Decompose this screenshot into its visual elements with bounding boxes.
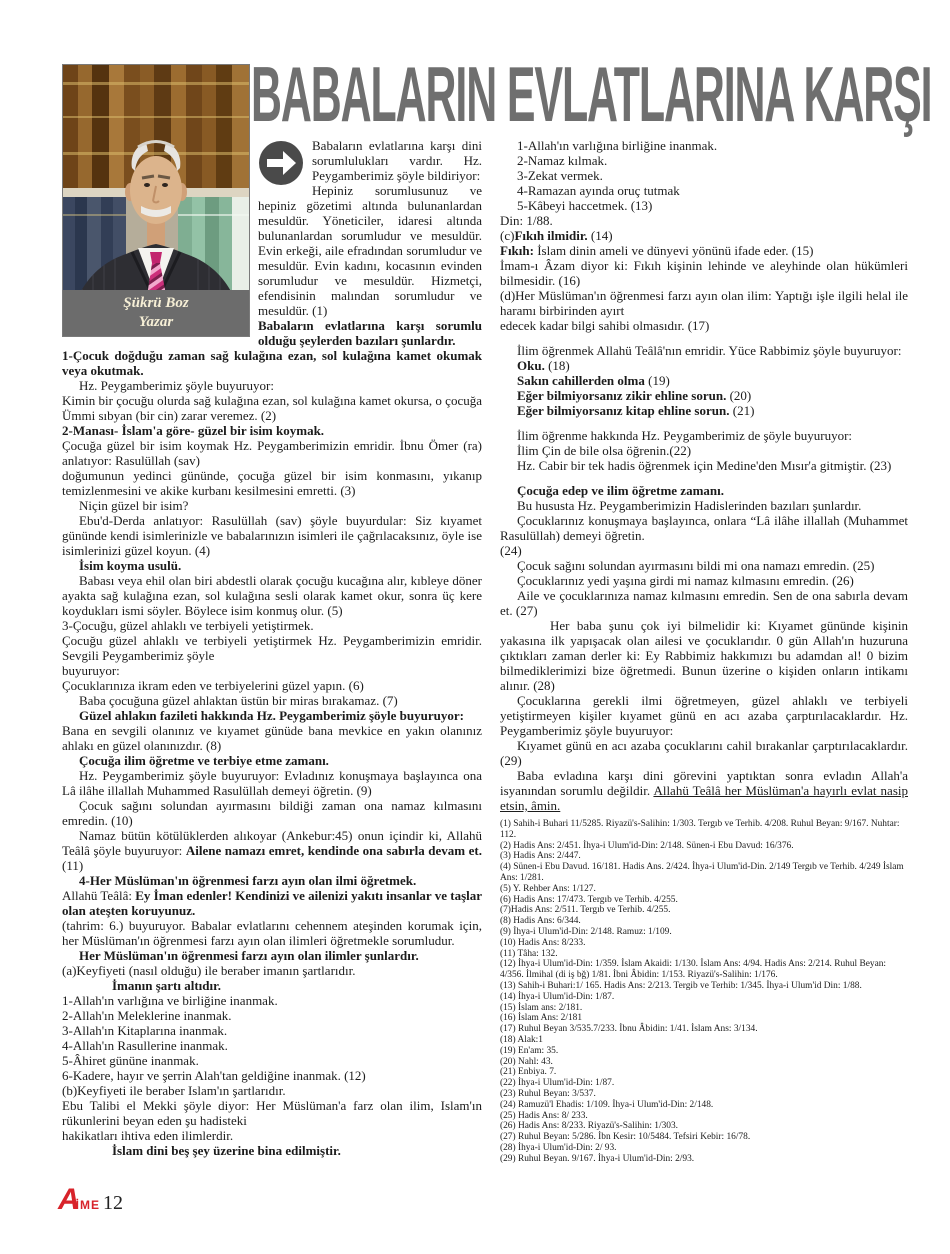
paragraph: Çocuklarına gerekli ilmi öğretmeyen, güzel ahlaklı ve terbiyeli yetiştirmeyen kişiler kıyamet günü en acı azaba çarptırılacaklardır. Hz. Peygamberimiz şöyle buyuruyor: (500, 693, 908, 738)
paragraph: 6-Kadere, hayır ve şerrin Alah'tan geldiğine inanmak. (12) (62, 1068, 366, 1083)
article-title (251, 50, 950, 138)
paragraph: (c)Fıkıh ilmidir. (14) (500, 228, 613, 243)
paragraph: Babası veya ehil olan biri abdestli olarak çocuğu kucağına alır, kıbleye döner ayakta sağ kulağına ezan, sol kulağına sesli olarak kamet okur, sonra üç kere koydukları ismi söyler. Böylece isim konmuş olur. (5) (62, 573, 482, 618)
paragraph: Bana en sevgili olanınız ve kıyamet günüde bana mevkice en yakın olanınız ahlakı en güzel olanınızdır. (8) (62, 723, 482, 753)
paragraph: 4-Allah'ın Rasullerine inanmak. (62, 1038, 228, 1053)
paragraph: İsim koyma usulü. (79, 558, 182, 573)
paragraph: 3-Allah'ın Kitaplarına inanmak. (62, 1023, 228, 1038)
paragraph: Aile ve çocuklarınıza namaz kılmasını emredin. Sen de ona sabırla devam et. (27) (500, 588, 908, 618)
paragraph: Hz. Peygamberimiz şöyle buyuruyor: Evladınız konuşmaya başlayınca ona Lâ ilâhe illallah Muhammed Rasulüllah demeyi öğretin. (9) (62, 768, 482, 798)
paragraph: Oku. (18) (517, 358, 570, 373)
footnote: (6) Hadis Ans: 17/473. Tergıb ve Terhib. 4/255. (500, 894, 678, 905)
footnote: (9) İhya-i Ulum'id-Din: 2/148. Ramuz: 1/109. (500, 926, 672, 937)
paragraph: Her baba şunu çok iyi bilmelidir ki: Kıyamet gününde kişinin yakasına ilk yapışacak olan ailesi ve çocuklarıdır. 0 gün Allah'ın huzuruna çıktıkları zaman derler ki: Ey Rabbimiz hakkımızı bu adamdan al! 0 bizim bilmediklerimizi bize öğretmedi. Bunun üzerine o kişiden onların intikamı alınır. (28) (500, 618, 908, 693)
footnote: (25) Hadis Ans: 8/ 233. (500, 1110, 588, 1121)
paragraph: 5-Âhiret gününe inanmak. (62, 1053, 199, 1068)
paragraph: 5-Kâbeyi haccetmek. (13) (517, 198, 653, 213)
right-column-paragraphs (500, 138, 908, 813)
paragraph: Baba evladına karşı dini görevini yaptıktan sonra evladın Allah'a isyanından sorumlu değildir. Allahü Teâlâ her Müslüman'a hayırlı evlat nasip etsin, âmin. (500, 768, 908, 813)
footnote: (1) Sahih-i Buhari 11/5285. Riyazü's-Salihin: 1/303. Tergıb ve Terhib. 4/208. Ruhul Beyan: 9/167. Nuhtar: 112. (500, 819, 900, 840)
paragraph: 3-Zekat vermek. (517, 168, 603, 183)
paragraph: (a)Keyfiyeti (nasıl olduğu) ile beraber imanın şartlarıdır. (62, 963, 356, 978)
paragraph: Niçin güzel bir isim? (79, 498, 189, 513)
paragraph: Namaz bütün kötülüklerden alıkoyar (Ankebur:45) onun içindir ki, Allahü Teâlâ şöyle buyuruyor: Ailene namazı emret, kendinde ona sabırla devam et. (11) (62, 828, 482, 873)
footnotes (500, 819, 908, 1165)
paragraph: Baba çocuğuna güzel ahlaktan üstün bir miras bırakamaz. (7) (79, 693, 398, 708)
footnote: (26) Hadis Ans: 8/233. Riyazü's-Salihin: 1/303. (500, 1121, 678, 1132)
paragraph: Çocuklarınız yedi yaşına girdi mi namaz kılmasını emredin. (26) (517, 573, 854, 588)
paragraph: İmam-ı Âzam diyor ki: Fıkıh kişinin lehinde ve aleyhinde olan hükümleri bilmesidir. (16) (500, 258, 908, 288)
arrow-right-icon (258, 140, 304, 186)
paragraph: Din: 1/88. (500, 213, 553, 228)
paragraph: (b)Keyfiyeti ile beraber Islam'ın şartlarıdır. (62, 1083, 286, 1098)
paragraph: İlim Çin de bile olsa öğrenin.(22) (517, 443, 692, 458)
brand-initial: A (58, 1183, 79, 1216)
paragraph: 1-Çocuk doğduğu zaman sağ kulağına ezan, sol kulağına kamet okumak veya okutmak. (62, 348, 482, 378)
right-column (500, 138, 908, 1165)
footnote: (23) Ruhul Beyan: 3/537. (500, 1088, 596, 1099)
paragraph: Bu hususta Hz. Peygamberimizin Hadislerinden bazıları şunlardır. (517, 498, 862, 513)
paragraph: 1-Allah'ın varlığına ve birliğine inanmak. (62, 993, 278, 1008)
paragraph: Kimin bir çocuğu olurda sağ kulağına ezan, sol kulağına kamet okursa, o çocuğa Ümmi sıbyan (bir cin) zarar veremez. (2) (62, 393, 482, 423)
paragraph: Hz. Cabir bir tek hadis öğrenmek için Medine'den Mısır'a gitmiştir. (23) (517, 458, 892, 473)
paragraph: Babaların evlatlarına karşı dini sorumlulukları vardır. Hz. Peygamberimiz şöyle bildiriyor: (312, 138, 482, 183)
paragraph: Ebu'd-Derda anlatıyor: Rasulüllah (sav) şöyle buyurdular: Siz kıyamet gününde kendi isimlerinizle ve babalarınızın isimleri ile çağrılacaksınız, öyle ise isimlerinizi güzel koyun. (4) (62, 513, 482, 558)
paragraph: buyuruyor: (62, 663, 120, 678)
paragraph: doğumunun yedinci gününde, çocuğa güzel bir isim konmasını, yıkanıp temizlenmesini ve akike kurbanı kesilmesini emretti. (3) (62, 468, 482, 498)
footnote: (12) İhya-i Ulum'id-Din: 1/359. İslam Akaidi: 1/130. İslam Ans: 4/94. Hadis Ans: 2/214. Ruhul Beyan: 4/356. İlmihal (di iş bğ) 1/81. İbni Âbidin: 1/153. Riyazü's-Salihin: 1/176. (500, 959, 887, 981)
left-column (62, 138, 482, 1158)
footnote: (21) Enbiya. 7. (500, 1067, 557, 1078)
paragraph: Fıkıh: İslam dinin ameli ve dünyevi yönünü ifade eder. (15) (500, 243, 814, 258)
paragraph: edecek kadar bilgi sahibi olmasıdır. (17) (500, 318, 710, 333)
footnote: (13) Sahih-i Buhari:1/ 165. Hadis Ans: 2/213. Tergib ve Terhib: 1/345. İhya-i Ulum'id Din: 1/88. (500, 980, 862, 991)
paragraph: Allahü Teâlâ: Ey İman edenler! Kendinizi ve ailenizi yakıtı insanlar ve taşlar olan ateşten koruyunuz. (62, 888, 483, 918)
paragraph: Hz. Peygamberimiz şöyle buyuruyor: (79, 378, 274, 393)
paragraph: Çocuğa ilim öğretme ve terbiye etme zamanı. (79, 753, 329, 768)
paragraph: İlim öğrenme hakkında Hz. Peygamberimiz de şöyle buyuruyor: (517, 428, 853, 443)
footnote: (7)Hadis Ans: 2/511. Tergıb ve Terhib. 4/255. (500, 905, 671, 916)
paragraph: 3-Çocuğu, güzel ahlaklı ve terbiyeli yetiştirmek. (62, 618, 314, 633)
footnote: (18) Alak:1 (500, 1034, 543, 1045)
footnote: (8) Hadis Ans: 6/344. (500, 916, 581, 927)
paragraph: Çocuk sağını solundan ayırmasını bildi mi ona namazı emredin. (25) (517, 558, 875, 573)
paragraph: Güzel ahlakın fazileti hakkında Hz. Peygamberimiz şöyle buyuruyor: (79, 708, 464, 723)
footnote: (4) Sünen-i Ebu Davud. 16/181. Hadis Ans. 2/424. İhya-i Ulum'id-Din. 2/149 Tergıb ve Terhib. 4/249 İslam Ans: 1/281. (500, 862, 904, 883)
brand-logo (58, 1183, 124, 1216)
paragraph: 2-Allah'ın Meleklerine inanmak. (62, 1008, 232, 1023)
paragraph: Çocuklarınıza ikram eden ve terbiyelerini güzel yapın. (6) (62, 678, 364, 693)
footnote: (22) İhya-i Ulum'id-Din: 1/87. (500, 1078, 615, 1089)
footnote: (2) Hadis Ans: 2/451. İhya-i Ulum'id-Din: 2/148. Sünen-i Ebu Davud: 16/376. (500, 840, 794, 851)
paragraph: (tahrim: 6.) buyuruyor. Babalar evlatlarını cehennem ateşinden korumak için, her Müslüman'ın öğrenmesi farzı ayın olan ilimleri öğretmekle sorumludur. (62, 918, 482, 948)
footnote: (27) Ruhul Beyan: 5/286. İbn Kesir: 10/5484. Tefsiri Kebir: 16/78. (500, 1132, 751, 1143)
paragraph: Ebu Talibi el Mekki şöyle diyor: Her Müslüman'a farz olan ilim, Islam'ın rükunlerini beyan eden şu hadisteki (62, 1098, 482, 1128)
footnote: (24) Ramuzü'l Ehadis: 1/109. İhya-i Ulum'id-Din: 2/148. (500, 1099, 714, 1110)
footnote: (16) İslam Ans: 2/181 (500, 1013, 583, 1024)
photo-caption-name: Şükrü Boz (123, 295, 189, 311)
paragraph: 2-Manası- İslam'a göre- güzel bir isim koymak. (62, 423, 325, 438)
paragraph: hakikatları ihtiva eden ilimlerdir. (62, 1128, 234, 1143)
paragraph: (24) (500, 543, 522, 558)
paragraph: (d)Her Müslüman'ın öğrenmesi farzı ayın olan ilim: Yaptığı işle ilgili helal ile haramı birbirinden ayırt (500, 288, 908, 318)
footnote: (19) En'am: 35. (500, 1045, 559, 1056)
paragraph: 2-Namaz kılmak. (517, 153, 608, 168)
brand-rest: İME (75, 1198, 101, 1212)
paragraph: Sakın cahillerden olma (19) (517, 373, 670, 388)
paragraph: İslam dini beş şey üzerine bina edilmiştir. (112, 1143, 341, 1158)
article-title-text: BABALARIN EVLATLARINA KARŞI (251, 50, 932, 138)
paragraph: Kıyamet günü en acı azaba çocuklarını cahil bırakanlar çarptırılacaklardır. (29) (500, 738, 908, 768)
paragraph: Çocuğu güzel ahlaklı ve terbiyeli yetiştirmek Hz. Peygamberimizin emridir. Sevgili Peygamberimiz şöyle (62, 633, 482, 663)
footnote: (29) Ruhul Beyan. 9/167. İhya-i Ulum'id-Din: 2/93. (500, 1153, 695, 1164)
paragraph: 4-Her Müslüman'ın öğrenmesi farzı ayın olan ilmi öğretmek. (79, 873, 417, 888)
paragraph: Çocuğa güzel bir isim koymak Hz. Peygamberimizin emridir. İbnu Ömer (ra) anlatıyor: Rasulüllah (sav) (62, 438, 482, 468)
paragraph: Çocuklarınız konuşmaya başlayınca, onlara “Lâ ilâhe illallah (Muhammet Rasulüllah) demeyi öğretin. (500, 513, 908, 543)
photo-spacer (62, 138, 258, 339)
paragraph: Babaların evlatlarına karşı sorumlu olduğu şeylerden bazıları şunlardır. (258, 318, 482, 348)
paragraph: Hepiniz sorumlusunuz ve hepiniz gözetimi altında bulunanlardan mesuldür. Yöneticiler, idaresi altında bulunanlardan sorumludur ve mesuldür. Evin erkeği, aile efradından sorumludur ve mesuldür. Evin kadını, kocasının evinden sorumludur ve mesuldür. Hizmetçi, efendisinin malından sorumludur ve mesuldür. (1) (258, 183, 482, 318)
footnote: (14) İhya-i Ulum'id-Din: 1/87. (500, 991, 615, 1002)
paragraph: Her Müslüman'ın öğrenmesi farzı ayın olan ilimler şunlardır. (79, 948, 419, 963)
paragraph: Çocuğa edep ve ilim öğretme zamanı. (517, 483, 724, 498)
footnote: (5) Y. Rehber Ans: 1/127. (500, 883, 596, 894)
paragraph: Eğer bilmiyorsanız zikir ehline sorun. (20) (517, 388, 752, 403)
paragraph: 4-Ramazan ayında oruç tutmak (517, 183, 680, 198)
paragraph: İlim öğrenmek Allahü Teâlâ'nın emridir. Yüce Rabbimiz şöyle buyuruyor: (517, 343, 902, 358)
paragraph: Çocuk sağını solundan ayırmasını bildiği zaman ona namaz kılmasını emredin. (10) (62, 798, 482, 828)
footnote: (10) Hadis Ans: 8/233. (500, 937, 586, 948)
paragraph: İmanın şartı altıdır. (112, 978, 221, 993)
footnote: (15) İslam ans: 2/181. (500, 1002, 583, 1013)
footnote: (17) Ruhul Beyan 3/535.7/233. İbnu Âbidin: 1/41. İslam Ans: 3/134. (500, 1024, 758, 1035)
footnote: (3) Hadis Ans: 2/447. (500, 851, 581, 862)
photo-caption-role: Yazar (138, 314, 174, 330)
footnote: (20) Nahl: 43. (500, 1056, 553, 1067)
paragraph: Eğer bilmiyorsanız kitap ehline sorun. (21) (517, 403, 755, 418)
page-number: 12 (103, 1192, 124, 1214)
footnote: (11) Tâha: 132. (500, 948, 558, 959)
footnote: (28) İhya-i Ulum'id-Din: 2/ 93. (500, 1142, 617, 1153)
paragraph: 1-Allah'ın varlığına birliğine inanmak. (517, 138, 718, 153)
